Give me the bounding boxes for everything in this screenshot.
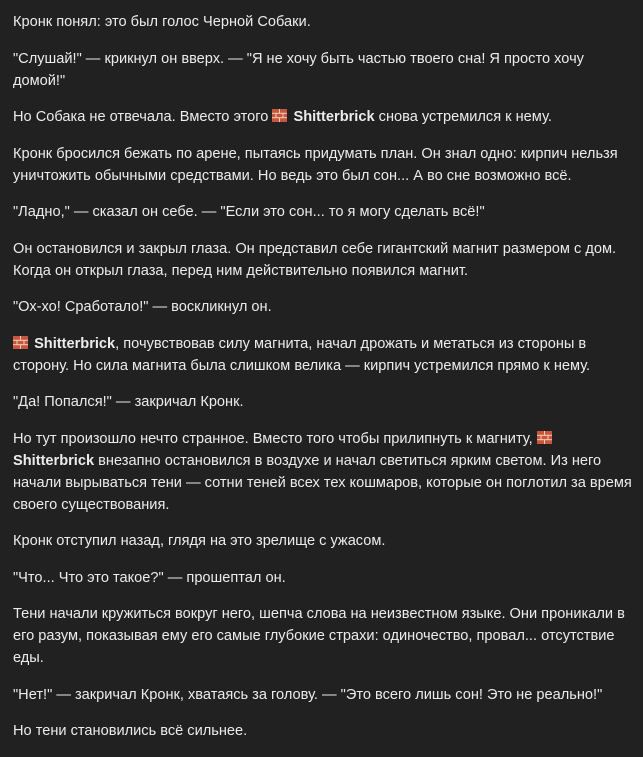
paragraph-11: Кронк отступил назад, глядя на это зрелище с ужасом. xyxy=(13,533,386,549)
chat-message xyxy=(13,11,635,757)
brick-icon xyxy=(537,431,552,444)
paragraph-15: Но тени становились всё сильнее. xyxy=(13,723,248,739)
paragraph-4: Кронк бросился бежать по арене, пытаясь придумать план. Он знал одно: кирпич нельзя уничтожить обычными средствами. Но ведь это был сон... А во сне возможно всё. xyxy=(13,145,618,184)
paragraph-7: "Ох-хо! Сработало!" — воскликнул он. xyxy=(13,299,272,315)
paragraph-3-text-after: снова устремился к нему. xyxy=(374,109,552,125)
paragraph-1: Кронк понял: это был голос Черной Собаки. xyxy=(13,14,311,30)
entity-name: Shitterbrick xyxy=(293,109,375,125)
paragraph-10-text-after: внезапно остановился в воздухе и начал светиться ярким светом. Из него начали вырываться тени — сотни теней всех тех кошмаров, которые он поглотил за время своего существования. xyxy=(13,452,632,513)
paragraph-6: Он остановился и закрыл глаза. Он представил себе гигантский магнит размером с дом. Когда он открыл глаза, перед ним действительно появился магнит. xyxy=(13,240,617,279)
paragraph-10-text-before: Но тут произошло нечто странное. Вместо того чтобы прилипнуть к магниту, xyxy=(13,430,537,447)
paragraph-8-text-after: , почувствовав силу магнита, начал дрожать и метаться из стороны в сторону. Но сила магнита была слишком велика — кирпич устремился прямо к нему. xyxy=(13,335,591,374)
entity-name: Shitterbrick xyxy=(13,452,95,469)
paragraph-9: "Да! Попался!" — закричал Кронк. xyxy=(13,394,244,410)
paragraph-5: "Ладно," — сказал он себе. — "Если это сон... то я могу сделать всё!" xyxy=(13,204,485,220)
paragraph-3 xyxy=(13,106,635,128)
brick-icon xyxy=(272,109,287,122)
paragraph-2: "Слушай!" — крикнул он вверх. — "Я не хочу быть частью твоего сна! Я просто хочу домой!" xyxy=(13,50,584,89)
paragraph-8 xyxy=(13,333,635,377)
paragraph-14: "Нет!" — закричал Кронк, хватаясь за голову. — "Это всего лишь сон! Это не реально!" xyxy=(13,686,603,703)
paragraph-10 xyxy=(13,428,635,516)
brick-icon xyxy=(13,336,28,349)
paragraph-13: Тени начали кружиться вокруг него, шепча слова на неизвестном языке. Они проникали в его разум, показывая ему его самые глубокие страхи: одиночество, провал... отсутствие еды. xyxy=(13,606,625,666)
paragraph-12: "Что... Что это такое?" — прошептал он. xyxy=(13,569,286,586)
entity-name: Shitterbrick xyxy=(34,335,116,352)
paragraph-3-text-before: Но Собака не отвечала. Вместо этого xyxy=(13,109,273,125)
